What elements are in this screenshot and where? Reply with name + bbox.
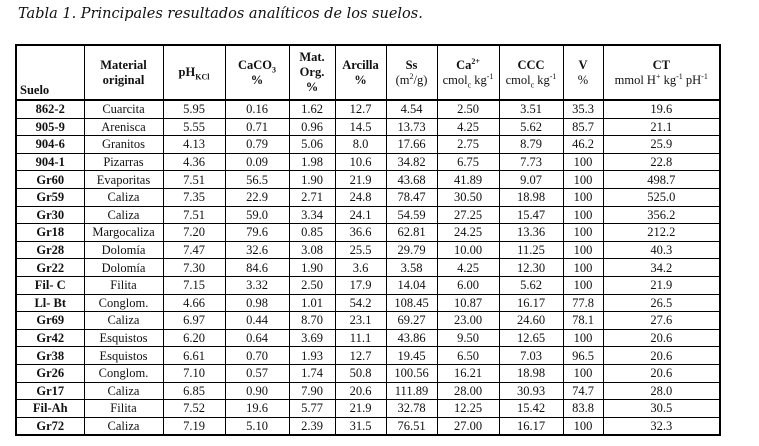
table-row [16,241,720,259]
cell-caco3: 0.70 [225,347,289,365]
header-ccc: CCC cmol$_c$ $kg^{-1}$ [499,45,563,100]
cell-suelo: Fil-Ah [16,400,84,418]
cell-caco3: 79.6 [225,224,289,242]
header-caco3: CaCO$_3$ % [225,45,289,100]
cell-caco3: 59.0 [225,206,289,224]
cell-ccc: 18.98 [499,364,563,382]
cell-arcilla: 24.1 [335,206,386,224]
cell-v: 96.5 [563,347,603,365]
cell-ca: 6.75 [437,153,499,171]
cell-suelo: Fil- C [16,276,84,294]
cell-ss: 54.59 [386,206,437,224]
cell-ph: 4.66 [163,294,225,312]
cell-mat-org: 2.50 [289,276,335,294]
cell-ct: 22.8 [603,153,720,171]
cell-v: 78.1 [563,312,603,330]
table-row [16,100,720,118]
cell-mat-org: 1.98 [289,153,335,171]
cell-arcilla: 12.7 [335,347,386,365]
cell-ct: 498.7 [603,171,720,189]
cell-ct: 20.6 [603,329,720,347]
cell-ccc: 24.60 [499,312,563,330]
cell-ca: 6.00 [437,276,499,294]
table-row [16,136,720,154]
cell-ccc: 30.93 [499,382,563,400]
cell-ct: 25.9 [603,136,720,154]
header-ca: $Ca^{2+}$ cmol$_c$ $kg^{-1}$ [437,45,499,100]
table-row [16,312,720,330]
cell-ccc: 9.07 [499,171,563,189]
cell-ccc: 5.62 [499,276,563,294]
cell-suelo: Gr17 [16,382,84,400]
cell-arcilla: 10.6 [335,153,386,171]
cell-ca: 4.25 [437,259,499,277]
cell-material: Margocaliza [84,224,163,242]
table-body [16,100,720,435]
cell-suelo: Gr18 [16,224,84,242]
cell-mat-org: 8.70 [289,312,335,330]
cell-ph: 4.13 [163,136,225,154]
cell-mat-org: 3.34 [289,206,335,224]
cell-material: Evaporitas [84,171,163,189]
cell-ph: 7.15 [163,276,225,294]
cell-v: 100 [563,206,603,224]
cell-v: 100 [563,153,603,171]
cell-material: Caliza [84,206,163,224]
cell-mat-org: 1.01 [289,294,335,312]
cell-ccc: 12.65 [499,329,563,347]
cell-material: Granitos [84,136,163,154]
cell-ph: 6.97 [163,312,225,330]
cell-mat-org: 1.90 [289,171,335,189]
cell-ca: 4.25 [437,118,499,136]
cell-ss: 14.04 [386,276,437,294]
cell-ss: 3.58 [386,259,437,277]
cell-ca: 6.50 [437,347,499,365]
cell-ss: 108.45 [386,294,437,312]
cell-mat-org: 2.39 [289,417,335,435]
cell-ss: 100.56 [386,364,437,382]
cell-ct: 40.3 [603,241,720,259]
cell-ca: 23.00 [437,312,499,330]
cell-suelo: Ll- Bt [16,294,84,312]
cell-ct: 212.2 [603,224,720,242]
table-row [16,118,720,136]
header-arcilla: Arcilla % [335,45,386,100]
cell-material: Conglom. [84,294,163,312]
cell-suelo: Gr60 [16,171,84,189]
cell-mat-org: 1.93 [289,347,335,365]
cell-material: Conglom. [84,364,163,382]
cell-suelo: Gr42 [16,329,84,347]
cell-ct: 525.0 [603,188,720,206]
cell-ca: 24.25 [437,224,499,242]
cell-arcilla: 36.6 [335,224,386,242]
header-ss: Ss $(m^2/g)$ [386,45,437,100]
cell-caco3: 19.6 [225,400,289,418]
cell-suelo: Gr30 [16,206,84,224]
cell-v: 85.7 [563,118,603,136]
cell-arcilla: 12.7 [335,100,386,118]
header-ph: $pH_{KCl}$ [163,45,225,100]
cell-ca: 2.50 [437,100,499,118]
cell-material: Filita [84,400,163,418]
cell-suelo: Gr28 [16,241,84,259]
cell-suelo: 862-2 [16,100,84,118]
cell-arcilla: 50.8 [335,364,386,382]
cell-ct: 20.6 [603,364,720,382]
cell-mat-org: 5.06 [289,136,335,154]
cell-arcilla: 20.6 [335,382,386,400]
cell-caco3: 0.09 [225,153,289,171]
cell-ss: 32.78 [386,400,437,418]
cell-ph: 6.20 [163,329,225,347]
cell-ph: 7.51 [163,206,225,224]
cell-mat-org: 0.85 [289,224,335,242]
cell-arcilla: 23.1 [335,312,386,330]
cell-suelo: Gr38 [16,347,84,365]
cell-ct: 21.1 [603,118,720,136]
cell-caco3: 5.10 [225,417,289,435]
cell-suelo: Gr22 [16,259,84,277]
cell-caco3: 22.9 [225,188,289,206]
table-row [16,206,720,224]
table-row [16,382,720,400]
cell-ph: 7.10 [163,364,225,382]
header-row [16,45,720,100]
cell-ccc: 16.17 [499,294,563,312]
cell-ccc: 7.03 [499,347,563,365]
cell-arcilla: 14.5 [335,118,386,136]
cell-suelo: Gr26 [16,364,84,382]
cell-v: 100 [563,171,603,189]
cell-ph: 7.35 [163,188,225,206]
cell-ca: 16.21 [437,364,499,382]
cell-v: 83.8 [563,400,603,418]
cell-ccc: 12.30 [499,259,563,277]
cell-ss: 43.68 [386,171,437,189]
cell-material: Dolomía [84,259,163,277]
header-ct: CT mmol H+ $kg^{-1}$ $pH^{-1}$ [603,45,720,100]
cell-v: 100 [563,276,603,294]
cell-ccc: 11.25 [499,241,563,259]
cell-caco3: 0.98 [225,294,289,312]
cell-ccc: 18.98 [499,188,563,206]
cell-material: Cuarcita [84,100,163,118]
cell-mat-org: 7.90 [289,382,335,400]
table-row [16,259,720,277]
cell-arcilla: 25.5 [335,241,386,259]
table-caption: Tabla 1. Principales resultados analíticos de los suelos. [18,6,423,22]
cell-ccc: 5.62 [499,118,563,136]
cell-arcilla: 21.9 [335,400,386,418]
cell-mat-org: 3.69 [289,329,335,347]
cell-v: 100 [563,188,603,206]
cell-v: 100 [563,329,603,347]
table-row [16,224,720,242]
cell-v: 100 [563,364,603,382]
cell-ct: 27.6 [603,312,720,330]
cell-caco3: 0.90 [225,382,289,400]
cell-arcilla: 24.8 [335,188,386,206]
cell-ss: 62.81 [386,224,437,242]
cell-ccc: 13.36 [499,224,563,242]
cell-ph: 7.19 [163,417,225,435]
cell-ss: 78.47 [386,188,437,206]
cell-ss: 69.27 [386,312,437,330]
table-row [16,276,720,294]
cell-v: 100 [563,224,603,242]
table-row [16,188,720,206]
cell-ph: 7.51 [163,171,225,189]
table-row [16,400,720,418]
cell-arcilla: 8.0 [335,136,386,154]
cell-mat-org: 5.77 [289,400,335,418]
cell-ss: 34.82 [386,153,437,171]
cell-ph: 7.47 [163,241,225,259]
cell-v: 46.2 [563,136,603,154]
header-mat-org: Mat. Org. % [289,45,335,100]
cell-material: Caliza [84,382,163,400]
cell-ct: 20.6 [603,347,720,365]
cell-mat-org: 1.90 [289,259,335,277]
cell-v: 100 [563,417,603,435]
cell-caco3: 0.79 [225,136,289,154]
cell-caco3: 84.6 [225,259,289,277]
cell-mat-org: 0.96 [289,118,335,136]
table-row [16,171,720,189]
cell-material: Arenisca [84,118,163,136]
cell-caco3: 3.32 [225,276,289,294]
cell-ss: 111.89 [386,382,437,400]
cell-ca: 2.75 [437,136,499,154]
cell-arcilla: 31.5 [335,417,386,435]
cell-ct: 32.3 [603,417,720,435]
cell-ph: 7.20 [163,224,225,242]
cell-mat-org: 2.71 [289,188,335,206]
cell-ss: 19.45 [386,347,437,365]
cell-v: 35.3 [563,100,603,118]
cell-ph: 5.55 [163,118,225,136]
cell-caco3: 0.71 [225,118,289,136]
cell-arcilla: 11.1 [335,329,386,347]
cell-suelo: 904-6 [16,136,84,154]
cell-suelo: 904-1 [16,153,84,171]
table-row [16,347,720,365]
cell-ph: 6.61 [163,347,225,365]
cell-material: Esquistos [84,329,163,347]
table-row [16,153,720,171]
cell-ss: 43.86 [386,329,437,347]
cell-ca: 28.00 [437,382,499,400]
cell-material: Caliza [84,417,163,435]
cell-ct: 26.5 [603,294,720,312]
cell-suelo: Gr72 [16,417,84,435]
cell-ss: 76.51 [386,417,437,435]
table-row [16,417,720,435]
cell-ccc: 16.17 [499,417,563,435]
cell-ph: 7.52 [163,400,225,418]
cell-ca: 30.50 [437,188,499,206]
cell-ct: 30.5 [603,400,720,418]
cell-mat-org: 1.74 [289,364,335,382]
cell-caco3: 0.64 [225,329,289,347]
cell-v: 100 [563,259,603,277]
cell-material: Caliza [84,188,163,206]
cell-caco3: 56.5 [225,171,289,189]
cell-material: Esquistos [84,347,163,365]
cell-caco3: 0.44 [225,312,289,330]
cell-arcilla: 21.9 [335,171,386,189]
cell-ct: 34.2 [603,259,720,277]
cell-ccc: 7.73 [499,153,563,171]
cell-ccc: 15.42 [499,400,563,418]
table-row [16,294,720,312]
cell-ss: 13.73 [386,118,437,136]
cell-v: 100 [563,241,603,259]
cell-mat-org: 1.62 [289,100,335,118]
cell-v: 74.7 [563,382,603,400]
cell-ct: 21.9 [603,276,720,294]
cell-ca: 41.89 [437,171,499,189]
cell-ccc: 3.51 [499,100,563,118]
cell-ct: 19.6 [603,100,720,118]
cell-ccc: 8.79 [499,136,563,154]
cell-ss: 4.54 [386,100,437,118]
cell-arcilla: 54.2 [335,294,386,312]
cell-ph: 7.30 [163,259,225,277]
cell-material: Pizarras [84,153,163,171]
cell-ph: 4.36 [163,153,225,171]
cell-suelo: Gr69 [16,312,84,330]
cell-ct: 356.2 [603,206,720,224]
cell-material: Caliza [84,312,163,330]
cell-material: Dolomía [84,241,163,259]
cell-ca: 27.25 [437,206,499,224]
cell-ss: 29.79 [386,241,437,259]
results-table [15,44,721,436]
cell-caco3: 32.6 [225,241,289,259]
header-v: V % [563,45,603,100]
cell-v: 77.8 [563,294,603,312]
header-material: Material original [84,45,163,100]
cell-suelo: Gr59 [16,188,84,206]
cell-mat-org: 3.08 [289,241,335,259]
cell-ss: 17.66 [386,136,437,154]
cell-arcilla: 17.9 [335,276,386,294]
cell-ca: 10.87 [437,294,499,312]
cell-ca: 12.25 [437,400,499,418]
cell-ct: 28.0 [603,382,720,400]
table-row [16,329,720,347]
cell-ph: 6.85 [163,382,225,400]
cell-suelo: 905-9 [16,118,84,136]
header-suelo: Suelo [16,45,84,100]
table-row [16,364,720,382]
cell-ca: 10.00 [437,241,499,259]
cell-ccc: 15.47 [499,206,563,224]
cell-material: Filita [84,276,163,294]
cell-arcilla: 3.6 [335,259,386,277]
cell-caco3: 0.57 [225,364,289,382]
cell-ca: 27.00 [437,417,499,435]
cell-caco3: 0.16 [225,100,289,118]
cell-ph: 5.95 [163,100,225,118]
cell-ca: 9.50 [437,329,499,347]
